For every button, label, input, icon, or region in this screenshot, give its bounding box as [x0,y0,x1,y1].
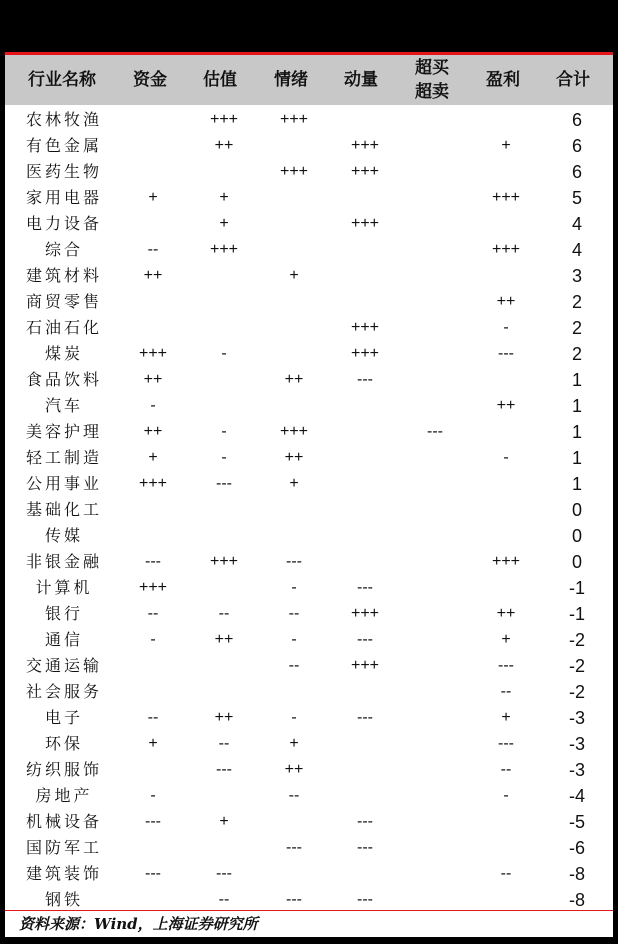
table-row [5,731,613,757]
table-row [5,783,613,809]
industry-name: 建筑材料 [25,266,103,285]
industry-name: 房地产 [35,786,93,805]
industry-name: 电力设备 [25,214,103,233]
table-row [5,601,613,627]
table-row [5,445,613,471]
total-score: 1 [571,370,583,390]
profit-score: + [501,631,511,648]
momentum-score: --- [357,891,373,908]
sentiment-score: + [289,267,299,284]
industry-name: 纺织服饰 [25,760,103,779]
industry-name: 交通运输 [25,656,103,675]
valuation-score: -- [218,605,230,622]
valuation-score: -- [218,891,230,908]
momentum-score: +++ [350,163,380,180]
total-score: -3 [568,734,586,754]
industry-name: 国防军工 [25,838,103,857]
funds-score: --- [145,813,161,830]
table-row [5,315,613,341]
valuation-score: +++ [209,553,239,570]
industry-name: 建筑装饰 [25,864,103,883]
total-score: 4 [571,240,583,260]
total-score: 6 [571,110,583,130]
table-row [5,627,613,653]
total-score: -2 [568,682,586,702]
profit-score: +++ [491,189,521,206]
total-score: -8 [568,864,586,884]
sentiment-score: - [291,579,297,596]
industry-name: 有色金属 [25,136,103,155]
valuation-score: ++ [214,137,234,154]
total-score: -4 [568,786,586,806]
momentum-score: --- [357,839,373,856]
table-row [5,809,613,835]
funds-score: --- [145,865,161,882]
valuation-score: --- [216,761,232,778]
profit-score: -- [500,865,512,882]
header-industry-name: 行业名称 [28,70,96,90]
table-row [5,835,613,861]
funds-score: -- [147,709,159,726]
industry-name: 基础化工 [25,500,103,519]
total-score: 6 [571,162,583,182]
valuation-score: + [219,813,229,830]
profit-score: --- [498,345,514,362]
funds-score: -- [147,605,159,622]
total-score: -3 [568,760,586,780]
industry-name: 机械设备 [25,812,103,831]
profit-score: + [501,137,511,154]
industry-name: 计算机 [35,578,93,597]
valuation-score: -- [218,735,230,752]
sentiment-score: +++ [279,111,309,128]
total-score: 4 [571,214,583,234]
total-score: 1 [571,474,583,494]
header-overbought-oversold [415,55,449,105]
sentiment-score: ++ [284,761,304,778]
table-row [5,289,613,315]
sentiment-score: +++ [279,423,309,440]
sentiment-score: ++ [284,371,304,388]
industry-name: 环保 [44,734,84,753]
industry-name: 家用电器 [25,188,103,207]
table-row [5,679,613,705]
industry-name: 商贸零售 [25,292,103,311]
total-score: -6 [568,838,586,858]
table-header [5,55,613,105]
header-momentum: 动量 [344,70,378,90]
table-row [5,497,613,523]
source-note: 资料来源：Wind，上海证券研究所 [19,915,258,933]
industry-score-table-sheet [5,52,613,937]
valuation-score: +++ [209,241,239,258]
profit-score: - [503,319,509,336]
table-row [5,575,613,601]
valuation-score: - [221,423,227,440]
profit-score: -- [500,683,512,700]
header-valuation: 估值 [203,70,237,90]
total-score: 1 [571,396,583,416]
valuation-score: ++ [214,709,234,726]
total-score: 1 [571,422,583,442]
header-overbought: 超买 [415,58,449,78]
table-row [5,861,613,887]
total-score: 0 [571,500,583,520]
industry-name: 食品饮料 [25,370,103,389]
profit-score: - [503,449,509,466]
table-row [5,523,613,549]
industry-name: 通信 [44,630,84,649]
table-row [5,159,613,185]
total-score: 0 [571,552,583,572]
header-sentiment: 情绪 [274,70,308,90]
valuation-score: ++ [214,631,234,648]
industry-name: 社会服务 [25,682,103,701]
table-row [5,367,613,393]
funds-score: - [150,631,156,648]
industry-name: 煤炭 [44,344,84,363]
industry-name: 石油石化 [25,318,103,337]
valuation-score: - [221,449,227,466]
momentum-score: +++ [350,345,380,362]
momentum-score: +++ [350,319,380,336]
funds-score: + [148,189,158,206]
valuation-score: +++ [209,111,239,128]
industry-name: 汽车 [44,396,84,415]
header-profit: 盈利 [486,70,520,90]
table-row [5,237,613,263]
industry-name: 医药生物 [25,162,103,181]
sentiment-score: - [291,631,297,648]
momentum-score: --- [357,579,373,596]
sentiment-score: ++ [284,449,304,466]
total-score: 6 [571,136,583,156]
funds-score: + [148,449,158,466]
sentiment-score: +++ [279,163,309,180]
funds-score: + [148,735,158,752]
valuation-score: + [219,189,229,206]
total-score: -1 [568,604,586,624]
valuation-score: - [221,345,227,362]
table-row [5,705,613,731]
sentiment-score: --- [286,839,302,856]
funds-score: ++ [143,267,163,284]
profit-score: ++ [496,293,516,310]
overbought-oversold-score: --- [427,423,443,440]
momentum-score: +++ [350,137,380,154]
valuation-score: + [219,215,229,232]
table-row [5,653,613,679]
profit-score: ++ [496,397,516,414]
table-row [5,341,613,367]
momentum-score: --- [357,709,373,726]
funds-score: - [150,787,156,804]
bottom-red-rule [5,910,613,911]
funds-score: -- [147,241,159,258]
profit-score: -- [500,761,512,778]
funds-score: +++ [138,579,168,596]
profit-score: --- [498,657,514,674]
total-score: 3 [571,266,583,286]
sentiment-score: --- [286,553,302,570]
profit-score: ++ [496,605,516,622]
funds-score: ++ [143,371,163,388]
momentum-score: --- [357,631,373,648]
profit-score: +++ [491,241,521,258]
industry-name: 美容护理 [25,422,103,441]
total-score: 0 [571,526,583,546]
profit-score: +++ [491,553,521,570]
profit-score: - [503,787,509,804]
header-oversold: 超卖 [415,82,449,102]
total-score: -1 [568,578,586,598]
total-score: -3 [568,708,586,728]
funds-score: ++ [143,423,163,440]
sentiment-score: + [289,735,299,752]
funds-score: - [150,397,156,414]
valuation-score: --- [216,475,232,492]
header-funds: 资金 [133,70,167,90]
table-row [5,263,613,289]
total-score: -2 [568,656,586,676]
table-row [5,471,613,497]
sentiment-score: -- [288,605,300,622]
valuation-score: --- [216,865,232,882]
sentiment-score: -- [288,787,300,804]
total-score: 2 [571,344,583,364]
table-row [5,757,613,783]
momentum-score: --- [357,813,373,830]
funds-score: +++ [138,345,168,362]
funds-score: --- [145,553,161,570]
industry-name: 钢铁 [44,890,84,909]
industry-name: 电子 [44,708,84,727]
industry-name: 非银金融 [25,552,103,571]
total-score: -2 [568,630,586,650]
total-score: 1 [571,448,583,468]
table-row [5,549,613,575]
table-row [5,393,613,419]
total-score: -5 [568,812,586,832]
profit-score: + [501,709,511,726]
sentiment-score: --- [286,891,302,908]
funds-score: +++ [138,475,168,492]
industry-name: 公用事业 [25,474,103,493]
industry-name: 银行 [44,604,84,623]
momentum-score: +++ [350,605,380,622]
total-score: 5 [571,188,583,208]
sentiment-score: -- [288,657,300,674]
industry-name: 综合 [44,240,84,259]
profit-score: --- [498,735,514,752]
industry-name: 轻工制造 [25,448,103,467]
header-total: 合计 [556,70,590,90]
sentiment-score: + [289,475,299,492]
momentum-score: +++ [350,657,380,674]
industry-name: 传媒 [44,526,84,545]
momentum-score: +++ [350,215,380,232]
table-row [5,419,613,445]
table-row [5,185,613,211]
table-row [5,133,613,159]
momentum-score: --- [357,371,373,388]
sentiment-score: - [291,709,297,726]
total-score: 2 [571,292,583,312]
total-score: -8 [568,890,586,910]
industry-name: 农林牧渔 [25,110,103,129]
total-score: 2 [571,318,583,338]
table-row [5,107,613,133]
table-row [5,211,613,237]
